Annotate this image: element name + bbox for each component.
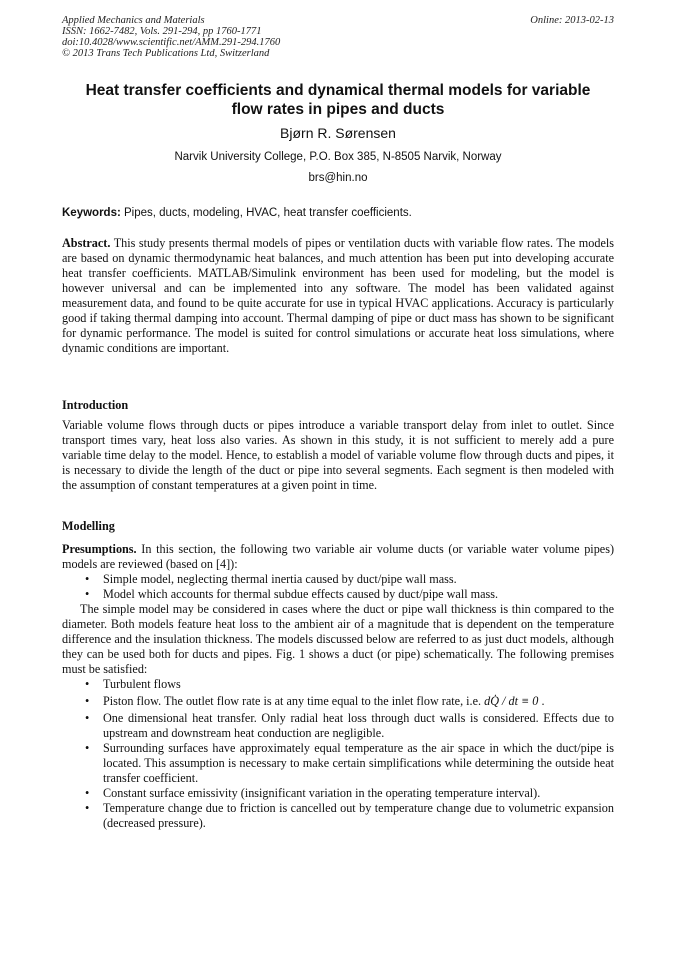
list-item: • Constant surface emissivity (insignificant variation in the operating temperature interval). [62, 786, 614, 801]
author-name: Bjørn R. Sørensen [280, 125, 396, 141]
title-line-1: Heat transfer coefficients and dynamical thermal models for variable [85, 82, 591, 99]
presumptions-paragraph [62, 542, 614, 572]
list-item: • Surrounding surfaces have approximately equal temperature as the air space in which the duct/pipe is located. This assumption is necessary to make certain simplifications while determining the outside heat transfer coefficient. [62, 741, 614, 786]
premises-list [62, 677, 614, 831]
paper-title [62, 81, 614, 119]
issn-line: ISSN: 1662-7482, Vols. 291-294, pp 1760-1771 [62, 26, 262, 37]
abstract-paragraph [62, 236, 614, 356]
premise-end: . [538, 694, 545, 708]
list-item: • Turbulent flows [62, 677, 614, 692]
list-item: • Simple model, neglecting thermal inertia caused by duct/pipe wall mass. [62, 572, 614, 587]
title-line-2: flow rates in pipes and ducts [231, 101, 445, 118]
abstract-label: Abstract. [62, 236, 111, 250]
presumptions-label: Presumptions. [62, 542, 137, 556]
journal-header [62, 15, 614, 59]
modelling-section [62, 542, 614, 831]
online-date: Online: 2013-02-13 [530, 15, 614, 26]
presumptions-text: In this section, the following two variable air volume ducts (or variable water volume pipes) models are reviewed (based on [4]): [62, 542, 614, 571]
modelling-heading: Modelling [62, 519, 115, 533]
abstract-text: This study presents thermal models of pipes or ventilation ducts with variable flow rates. The models are based on dynamic thermodynamic heat balances, and much attention has been put into developing accurate heat transfer coefficients. MATLAB/Simulink environment has been used for modeling, but the model is however universal and can be implemented into any software. The model has been validated against measurement data, and found to be quite accurate for use in typical HVAC applications. Accuracy is particularly good if taking thermal damping into account. Thermal damping of pipe or duct mass has shown to be significant for dynamic performance. The model is suited for control simulations or accurate heat loss simulations, where dynamic conditions are important. [62, 236, 614, 355]
introduction-paragraph: Variable volume flows through ducts or pipes introduce a variable transport delay from inlet to outlet. Since transport times vary, heat loss also varies. As shown in this study, it is not sufficient to merely add a pure variable time delay to the model. Hence, to establish a model of variable volume flow through ducts and pipes, it is necessary to divide the length of the duct or pipe into several segments. Each segment is then modeled with the assumption of constant temperatures at a given point in time. [62, 418, 614, 492]
author-affiliation: Narvik University College, P.O. Box 385, N-8505 Narvik, Norway [174, 151, 502, 163]
keywords [62, 206, 614, 220]
list-item: • Model which accounts for thermal subdue effects caused by duct/pipe wall mass. [62, 587, 614, 602]
doi-line: doi:10.4028/www.scientific.net/AMM.291-294.1760 [62, 37, 281, 48]
models-paragraph: The simple model may be considered in cases where the duct or pipe wall thickness is thin compared to the diameter. Both models feature heat loss to the ambient air of a magnitude that is dependent on the temperature difference and the insulation thickness. The models discussed below are referred to as just duct models, although they can be used both for ducts and pipes. Fig. 1 shows a duct (or pipe) schematically. The following premises must be satisfied: [62, 602, 614, 676]
model-list [62, 572, 614, 602]
list-item: • One dimensional heat transfer. Only radial heat loss through duct walls is considered. Effects due to upstream and downstream heat conduction are negligible. [62, 711, 614, 741]
keywords-text: Pipes, ducts, modeling, HVAC, heat transfer coefficients. [120, 207, 412, 219]
flow-rate-equation: dQ̇ / dt ≡ 0 [484, 694, 539, 708]
list-item: • Temperature change due to friction is cancelled out by temperature change due to volumetric expansion (decreased pressure). [62, 801, 614, 831]
author-email: brs@hin.no [308, 172, 368, 184]
journal-name: Applied Mechanics and Materials [62, 15, 205, 26]
introduction-heading: Introduction [62, 398, 129, 412]
premise-text: Piston flow. The outlet flow rate is at any time equal to the inlet flow rate, i.e. [103, 694, 485, 708]
list-item [62, 694, 614, 709]
copyright-line: © 2013 Trans Tech Publications Ltd, Switzerland [62, 48, 270, 59]
keywords-label: Keywords: [62, 207, 121, 219]
